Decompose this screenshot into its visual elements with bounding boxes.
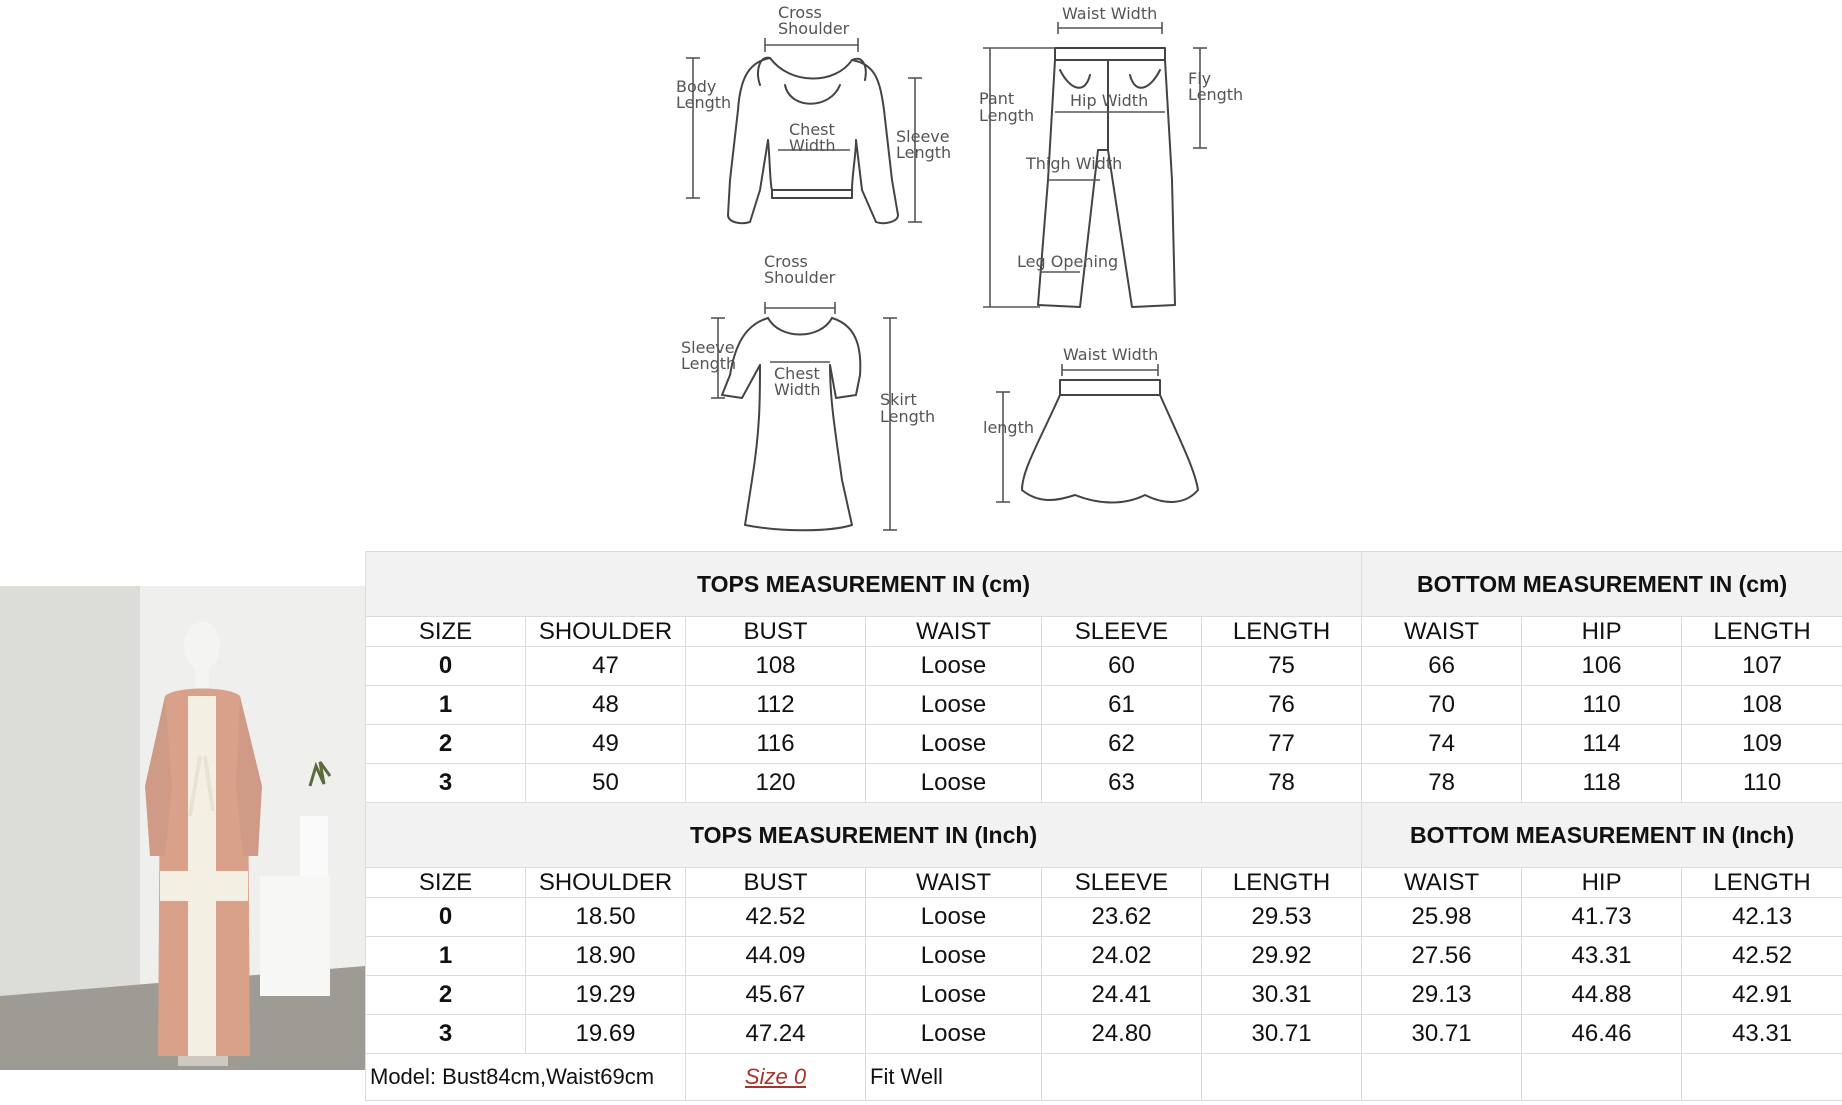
top-sketch <box>676 3 951 223</box>
cell: 110 <box>1682 764 1842 803</box>
cell: 2 <box>366 725 526 764</box>
label-shoulder: Shoulder <box>778 19 850 38</box>
label-chest-width: Width <box>789 136 836 155</box>
col-hip: HIP <box>1522 868 1682 898</box>
cell: 114 <box>1522 725 1682 764</box>
cell: Loose <box>866 937 1042 976</box>
label-fly: Fly <box>1188 69 1212 88</box>
cell: 109 <box>1682 725 1842 764</box>
empty-cell <box>1042 1054 1202 1101</box>
cell: Loose <box>866 686 1042 725</box>
inch-column-row <box>366 868 1842 898</box>
col-waist: WAIST <box>866 617 1042 647</box>
cell: 46.46 <box>1522 1015 1682 1054</box>
col-bust: BUST <box>686 617 866 647</box>
cell: Loose <box>866 898 1042 937</box>
cell: 47 <box>526 647 686 686</box>
cell: 107 <box>1682 647 1842 686</box>
table-row <box>366 1015 1842 1054</box>
cell: 24.80 <box>1042 1015 1202 1054</box>
label-sleeve: Sleeve <box>896 127 950 146</box>
cell: 3 <box>366 764 526 803</box>
empty-cell <box>1682 1054 1842 1101</box>
cell: 61 <box>1042 686 1202 725</box>
col-length: LENGTH <box>1202 868 1362 898</box>
cell: 62 <box>1042 725 1202 764</box>
cell: 42.52 <box>686 898 866 937</box>
table-row <box>366 725 1842 764</box>
tops-cm-title: TOPS MEASUREMENT IN (cm) <box>366 552 1362 617</box>
label-skirt-length: Length <box>880 407 936 426</box>
label-leg-opening: Leg Opening <box>1017 252 1119 271</box>
cell: 47.24 <box>686 1015 866 1054</box>
label-fly-length: Length <box>1188 85 1244 104</box>
cell: 1 <box>366 937 526 976</box>
table-row <box>366 898 1842 937</box>
cell: 116 <box>686 725 866 764</box>
cell: 49 <box>526 725 686 764</box>
label-pant: Pant <box>979 89 1015 108</box>
cell: 24.41 <box>1042 976 1202 1015</box>
col-shoulder: SHOULDER <box>526 617 686 647</box>
cell: 50 <box>526 764 686 803</box>
col-sleeve: SLEEVE <box>1042 617 1202 647</box>
label-thigh-width: Thigh Width <box>1026 154 1123 173</box>
cell: 30.71 <box>1362 1015 1522 1054</box>
label-dress-sleeve: Sleeve <box>681 338 735 357</box>
cell: 18.50 <box>526 898 686 937</box>
cell: 110 <box>1522 686 1682 725</box>
fit-note: Fit Well <box>866 1054 1042 1101</box>
cell: 78 <box>1202 764 1362 803</box>
label-chest: Chest <box>789 120 835 139</box>
label-dress-chest-width: Width <box>774 380 821 399</box>
col-bottom-waist: WAIST <box>1362 868 1522 898</box>
cell: 76 <box>1202 686 1362 725</box>
size-chart-table <box>365 551 1842 1101</box>
cell: 60 <box>1042 647 1202 686</box>
tops-inch-title: TOPS MEASUREMENT IN (Inch) <box>366 803 1362 868</box>
dress-sketch <box>681 252 935 530</box>
cell: 2 <box>366 976 526 1015</box>
col-waist: WAIST <box>866 868 1042 898</box>
cell: 29.13 <box>1362 976 1522 1015</box>
cell: 30.71 <box>1202 1015 1362 1054</box>
cell: 44.09 <box>686 937 866 976</box>
col-size: SIZE <box>366 617 526 647</box>
label-sleeve-length: Length <box>896 143 952 162</box>
label-cross: Cross <box>778 3 822 22</box>
label-pant-waist-width: Waist Width <box>1062 4 1158 23</box>
skirt-sketch <box>983 345 1198 503</box>
cell: 1 <box>366 686 526 725</box>
label-skirt-waist-width: Waist Width <box>1063 345 1159 364</box>
label-skirt: Skirt <box>880 390 917 409</box>
model-photo-image <box>0 586 365 1070</box>
garment-sketches <box>0 0 1842 551</box>
inch-header-row <box>366 803 1842 868</box>
cell: 118 <box>1522 764 1682 803</box>
cell: 108 <box>1682 686 1842 725</box>
model-note-row <box>366 1054 1842 1101</box>
model-photo <box>0 551 365 1105</box>
cell: 27.56 <box>1362 937 1522 976</box>
cm-header-row <box>366 552 1842 617</box>
col-size: SIZE <box>366 868 526 898</box>
label-dress-sleeve-length: Length <box>681 354 737 373</box>
cell: 29.92 <box>1202 937 1362 976</box>
col-hip: HIP <box>1522 617 1682 647</box>
col-bottom-waist: WAIST <box>1362 617 1522 647</box>
cell: 0 <box>366 647 526 686</box>
label-skirt-length-short: length <box>983 418 1034 437</box>
cell: 120 <box>686 764 866 803</box>
cell: 30.31 <box>1202 976 1362 1015</box>
cell: 75 <box>1202 647 1362 686</box>
cell: Loose <box>866 647 1042 686</box>
table-row <box>366 686 1842 725</box>
cell: 42.91 <box>1682 976 1842 1015</box>
cell: 74 <box>1362 725 1522 764</box>
cell: Loose <box>866 1015 1042 1054</box>
cell: 106 <box>1522 647 1682 686</box>
cell: 48 <box>526 686 686 725</box>
pants-sketch <box>979 4 1243 307</box>
bottom-inch-title: BOTTOM MEASUREMENT IN (Inch) <box>1362 803 1842 868</box>
cell: 0 <box>366 898 526 937</box>
cell: 18.90 <box>526 937 686 976</box>
empty-cell <box>1362 1054 1522 1101</box>
cell: Loose <box>866 725 1042 764</box>
cell: 77 <box>1202 725 1362 764</box>
col-shoulder: SHOULDER <box>526 868 686 898</box>
empty-cell <box>1202 1054 1362 1101</box>
size-diagram-area <box>0 0 1842 552</box>
cell: Loose <box>866 976 1042 1015</box>
cell: 63 <box>1042 764 1202 803</box>
table-row <box>366 976 1842 1015</box>
cell: 24.02 <box>1042 937 1202 976</box>
label-hip-width: Hip Width <box>1070 91 1149 110</box>
cell: 44.88 <box>1522 976 1682 1015</box>
cell: 19.69 <box>526 1015 686 1054</box>
table-row <box>366 764 1842 803</box>
cell: 45.67 <box>686 976 866 1015</box>
col-bottom-length: LENGTH <box>1682 617 1842 647</box>
cell: 25.98 <box>1362 898 1522 937</box>
cell: 3 <box>366 1015 526 1054</box>
cell: 29.53 <box>1202 898 1362 937</box>
label-body-length: Length <box>676 93 732 112</box>
model-measurements: Model: Bust84cm,Waist69cm <box>366 1054 686 1101</box>
empty-cell <box>1522 1054 1682 1101</box>
model-size: Size 0 <box>686 1054 866 1101</box>
cell: 42.52 <box>1682 937 1842 976</box>
col-bust: BUST <box>686 868 866 898</box>
label-dress-chest: Chest <box>774 364 820 383</box>
cell: 43.31 <box>1522 937 1682 976</box>
col-sleeve: SLEEVE <box>1042 868 1202 898</box>
cell: Loose <box>866 764 1042 803</box>
cm-column-row <box>366 617 1842 647</box>
cell: 19.29 <box>526 976 686 1015</box>
cell: 42.13 <box>1682 898 1842 937</box>
cell: 78 <box>1362 764 1522 803</box>
cell: 43.31 <box>1682 1015 1842 1054</box>
label-dress-cross: Cross <box>764 252 808 271</box>
table-row <box>366 937 1842 976</box>
bottom-cm-title: BOTTOM MEASUREMENT IN (cm) <box>1362 552 1842 617</box>
col-length: LENGTH <box>1202 617 1362 647</box>
label-pant-length: Length <box>979 106 1035 125</box>
col-bottom-length: LENGTH <box>1682 868 1842 898</box>
cell: 66 <box>1362 647 1522 686</box>
label-body: Body <box>676 77 717 96</box>
cell: 41.73 <box>1522 898 1682 937</box>
cell: 112 <box>686 686 866 725</box>
label-dress-shoulder: Shoulder <box>764 268 836 287</box>
cell: 70 <box>1362 686 1522 725</box>
cell: 108 <box>686 647 866 686</box>
cell: 23.62 <box>1042 898 1202 937</box>
table-row <box>366 647 1842 686</box>
